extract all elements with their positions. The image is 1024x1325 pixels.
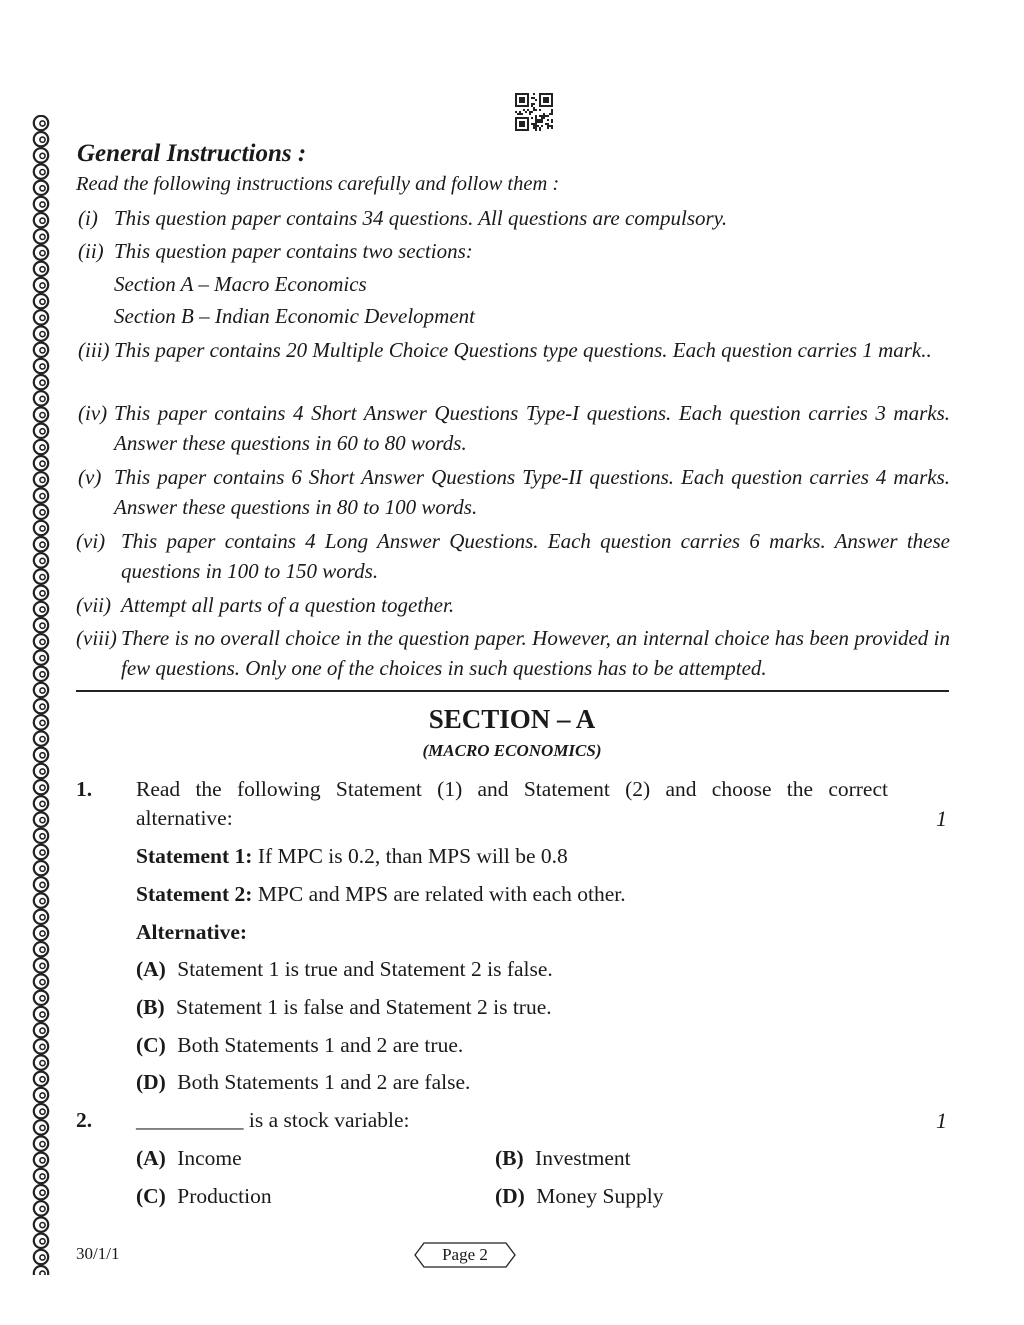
border-coil (34, 893, 48, 907)
border-coil (34, 391, 48, 405)
border-coil-inner (40, 882, 45, 887)
qr-module (547, 123, 549, 125)
border-coil-inner (40, 137, 45, 142)
qr-module (535, 129, 537, 131)
border-coil (34, 148, 48, 162)
border-coil-inner (40, 866, 45, 871)
border-coil-inner (40, 947, 45, 952)
border-coil-inner (40, 429, 45, 434)
section-divider (76, 690, 949, 692)
instructions-title: General Instructions : (77, 140, 307, 167)
qr-finder (519, 97, 525, 103)
border-coil (34, 1088, 48, 1102)
border-coil (34, 1185, 48, 1199)
border-coil-inner (40, 121, 45, 126)
border-coil (34, 829, 48, 843)
instruction-item: (vi) This paper contains 4 Long Answer Questions. Each question carries 6 marks. Answer these questions in 100 to 150 words. (76, 529, 950, 583)
border-coil (34, 343, 48, 357)
qr-module (535, 123, 537, 125)
qr-module (537, 125, 539, 127)
border-coil-inner (40, 494, 45, 499)
border-coil (34, 1104, 48, 1118)
border-coil-inner (40, 1174, 45, 1179)
qr-module (551, 113, 553, 115)
qr-module (539, 115, 541, 117)
border-coil-inner (40, 170, 45, 175)
section-title: SECTION – A (428, 704, 596, 734)
decorative-border (30, 115, 52, 1275)
border-coil (34, 505, 48, 519)
border-coil (34, 683, 48, 697)
question-stem-cont: alternative: (136, 806, 233, 830)
option-c: (C) Production (136, 1184, 272, 1208)
qr-module (519, 111, 521, 113)
border-coil-inner (40, 1142, 45, 1147)
qr-module (549, 125, 551, 127)
qr-module (551, 111, 553, 113)
border-coil-inner (40, 1239, 45, 1244)
border-coil-inner (40, 283, 45, 288)
border-coil (34, 359, 48, 373)
border-coil-inner (40, 1158, 45, 1163)
qr-module (527, 109, 529, 111)
border-coil (34, 812, 48, 826)
border-coil-inner (40, 801, 45, 806)
qr-module (551, 119, 553, 121)
border-coil-inner (40, 769, 45, 774)
qr-module (533, 123, 535, 125)
border-coil (34, 229, 48, 243)
border-coil (34, 326, 48, 340)
qr-module (539, 119, 541, 121)
border-coil (34, 942, 48, 956)
border-coil (34, 1007, 48, 1021)
qr-module (551, 109, 553, 111)
question-number: 1. (76, 777, 93, 801)
border-coil-inner (40, 218, 45, 223)
border-coil-inner (40, 1044, 45, 1049)
option-b: (B) Investment (495, 1146, 631, 1170)
instruction-item: (iv) This paper contains 4 Short Answer Questions Type-I questions. Each question carries 3 marks. Answer these questions in 60 to 80 words. (78, 401, 950, 455)
qr-module (533, 125, 535, 127)
border-coil-inner (40, 380, 45, 385)
qr-finder (519, 121, 525, 127)
qr-module (531, 123, 533, 125)
instruction-item: (viii) There is no overall choice in the question paper. However, an internal choice has been provided in few questions. Only one of the choices in such questions has to be attempted. (76, 626, 950, 680)
border-coil-inner (40, 461, 45, 466)
border-coil-inner (40, 315, 45, 320)
qr-module (535, 119, 537, 121)
border-coil-inner (40, 1255, 45, 1260)
qr-module (523, 109, 525, 111)
qr-module (543, 117, 545, 119)
border-coil (34, 796, 48, 810)
border-coil-inner (40, 996, 45, 1001)
option-b: (B) Statement 1 is false and Statement 2 is true. (136, 995, 552, 1019)
qr-module (529, 111, 531, 113)
border-coil-inner (40, 834, 45, 839)
border-coil-inner (40, 980, 45, 985)
border-coil (34, 278, 48, 292)
border-coil (34, 618, 48, 632)
qr-module (549, 113, 551, 115)
border-coil-inner (40, 931, 45, 936)
qr-module (531, 97, 533, 99)
qr-module (535, 121, 537, 123)
qr-module (541, 125, 543, 127)
qr-module (535, 127, 537, 129)
border-coil (34, 1217, 48, 1231)
border-coil (34, 310, 48, 324)
border-coil (34, 132, 48, 146)
border-coil-inner (40, 1012, 45, 1017)
option-a: (A) Statement 1 is true and Statement 2 is false. (136, 957, 553, 981)
question-stem: Read the following Statement (1) and Statement (2) and choose the correct (136, 777, 888, 801)
border-coil-inner (40, 672, 45, 677)
border-coil (34, 1023, 48, 1037)
qr-module (537, 121, 539, 123)
qr-module (541, 115, 543, 117)
border-coil (34, 1234, 48, 1248)
border-coil-inner (40, 251, 45, 256)
border-coil (34, 553, 48, 567)
border-coil-inner (40, 332, 45, 337)
border-coil-inner (40, 688, 45, 693)
border-coil-inner (40, 785, 45, 790)
border-coil (34, 1201, 48, 1215)
border-coil (34, 991, 48, 1005)
border-coil (34, 440, 48, 454)
qr-module (533, 97, 535, 99)
qr-module (535, 125, 537, 127)
border-coil-inner (40, 1028, 45, 1033)
border-coil (34, 569, 48, 583)
option-d: (D) Both Statements 1 and 2 are false. (136, 1070, 471, 1094)
border-coil-inner (40, 1109, 45, 1114)
border-coil-inner (40, 1223, 45, 1228)
question-number: 2. (76, 1108, 93, 1132)
qr-module (545, 115, 547, 117)
instructions-lead: Read the following instructions carefully and follow them : (76, 173, 560, 195)
border-coil (34, 456, 48, 470)
statement-1: Statement 1: If MPC is 0.2, than MPS will be 0.8 (136, 844, 568, 868)
border-coil-inner (40, 364, 45, 369)
border-coil (34, 1250, 48, 1264)
border-coil (34, 764, 48, 778)
border-coil-inner (40, 202, 45, 207)
border-coil (34, 181, 48, 195)
border-coil-inner (40, 1061, 45, 1066)
qr-module (539, 127, 541, 129)
qr-module (533, 109, 535, 111)
border-coil-inner (40, 153, 45, 158)
border-coil (34, 1120, 48, 1134)
border-coil-inner (40, 1190, 45, 1195)
border-coil-inner (40, 510, 45, 515)
qr-module (539, 129, 541, 131)
qr-module (531, 103, 533, 105)
border-coil (34, 294, 48, 308)
instruction-item: (v) This paper contains 6 Short Answer Questions Type-II questions. Each question carries 4 marks. Answer these questions in 80 to 100 words. (78, 465, 950, 519)
question-stem: __________ is a stock variable: (136, 1108, 410, 1132)
qr-module (525, 111, 527, 113)
qr-module (541, 121, 543, 123)
border-coil-inner (40, 1125, 45, 1130)
qr-module (515, 111, 517, 113)
border-coil (34, 910, 48, 924)
border-coil-inner (40, 639, 45, 644)
border-coil-inner (40, 477, 45, 482)
qr-module (531, 111, 533, 113)
qr-module (533, 127, 535, 129)
border-coil (34, 1153, 48, 1167)
border-coil (34, 1266, 48, 1275)
alternative-label: Alternative: (136, 920, 248, 944)
border-coil-inner (40, 850, 45, 855)
qr-module (541, 119, 543, 121)
question-marks: 1 (936, 1108, 947, 1133)
border-coil-inner (40, 526, 45, 531)
page-number: Page 2 (414, 1242, 516, 1268)
qr-module (531, 105, 533, 107)
qr-module (519, 113, 521, 115)
border-coil (34, 245, 48, 259)
border-coil-inner (40, 558, 45, 563)
border-coil (34, 586, 48, 600)
option-a: (A) Income (136, 1146, 242, 1170)
border-coil-inner (40, 396, 45, 401)
qr-module (531, 117, 533, 119)
qr-module (547, 125, 549, 127)
border-coil (34, 877, 48, 891)
border-coil-inner (40, 267, 45, 272)
border-coil (34, 861, 48, 875)
border-coil-inner (40, 591, 45, 596)
qr-module (541, 117, 543, 119)
border-coil (34, 164, 48, 178)
qr-module (517, 113, 519, 115)
border-coil (34, 1055, 48, 1069)
qr-module (547, 119, 549, 121)
border-coil-inner (40, 542, 45, 547)
qr-module (547, 115, 549, 117)
border-coil (34, 634, 48, 648)
border-coil-inner (40, 915, 45, 920)
qr-module (545, 123, 547, 125)
border-coil-inner (40, 299, 45, 304)
border-coil-inner (40, 348, 45, 353)
instruction-item: (iii) This paper contains 20 Multiple Choice Questions type questions. Each question carries 1 mark.. (78, 338, 932, 362)
option-d: (D) Money Supply (495, 1184, 664, 1208)
border-coil (34, 424, 48, 438)
border-coil-inner (40, 1271, 45, 1275)
border-coil (34, 213, 48, 227)
border-coil-inner (40, 1093, 45, 1098)
border-coil (34, 1072, 48, 1086)
section-subtitle: (MACRO ECONOMICS) (422, 741, 602, 760)
instruction-subitem: Section B – Indian Economic Development (114, 304, 475, 328)
border-coil-inner (40, 656, 45, 661)
qr-module (529, 113, 531, 115)
qr-module (535, 99, 537, 101)
qr-module (551, 121, 553, 123)
border-coil-inner (40, 607, 45, 612)
qr-module (533, 103, 535, 105)
border-coil (34, 521, 48, 535)
border-coil (34, 974, 48, 988)
border-coil (34, 1169, 48, 1183)
qr-module (547, 127, 549, 129)
border-coil-inner (40, 186, 45, 191)
border-coil (34, 958, 48, 972)
border-coil (34, 537, 48, 551)
border-coil (34, 602, 48, 616)
border-coil (34, 926, 48, 940)
border-coil (34, 488, 48, 502)
qr-module (543, 113, 545, 115)
border-coil-inner (40, 899, 45, 904)
qr-module (543, 115, 545, 117)
paper-code: 30/1/1 (76, 1244, 120, 1263)
border-coil (34, 845, 48, 859)
border-coil (34, 650, 48, 664)
border-coil (34, 116, 48, 130)
border-coil-inner (40, 234, 45, 239)
border-coil (34, 262, 48, 276)
border-coil-inner (40, 1077, 45, 1082)
qr-module (551, 127, 553, 129)
question-marks: 1 (936, 806, 947, 831)
border-coil (34, 1039, 48, 1053)
qr-module (535, 117, 537, 119)
border-coil-inner (40, 818, 45, 823)
qr-module (539, 109, 541, 111)
border-coil (34, 780, 48, 794)
qr-finder (543, 97, 549, 103)
qr-module (551, 125, 553, 127)
border-coil-inner (40, 623, 45, 628)
border-coil-inner (40, 575, 45, 580)
border-coil (34, 1136, 48, 1150)
border-coil (34, 667, 48, 681)
border-coil-inner (40, 1206, 45, 1211)
statement-2: Statement 2: MPC and MPS are related with each other. (136, 882, 626, 906)
border-coil (34, 375, 48, 389)
border-coil-inner (40, 413, 45, 418)
qr-code (515, 93, 553, 131)
qr-module (533, 93, 535, 95)
border-coil (34, 407, 48, 421)
border-coil (34, 472, 48, 486)
qr-module (535, 109, 537, 111)
instruction-subitem: Section A – Macro Economics (114, 272, 367, 296)
qr-module (539, 121, 541, 123)
qr-module (521, 113, 523, 115)
border-coil (34, 197, 48, 211)
option-c: (C) Both Statements 1 and 2 are true. (136, 1033, 464, 1057)
qr-module (537, 119, 539, 121)
qr-module (533, 107, 535, 109)
qr-module (535, 115, 537, 117)
border-coil-inner (40, 445, 45, 450)
border-coil-inner (40, 963, 45, 968)
